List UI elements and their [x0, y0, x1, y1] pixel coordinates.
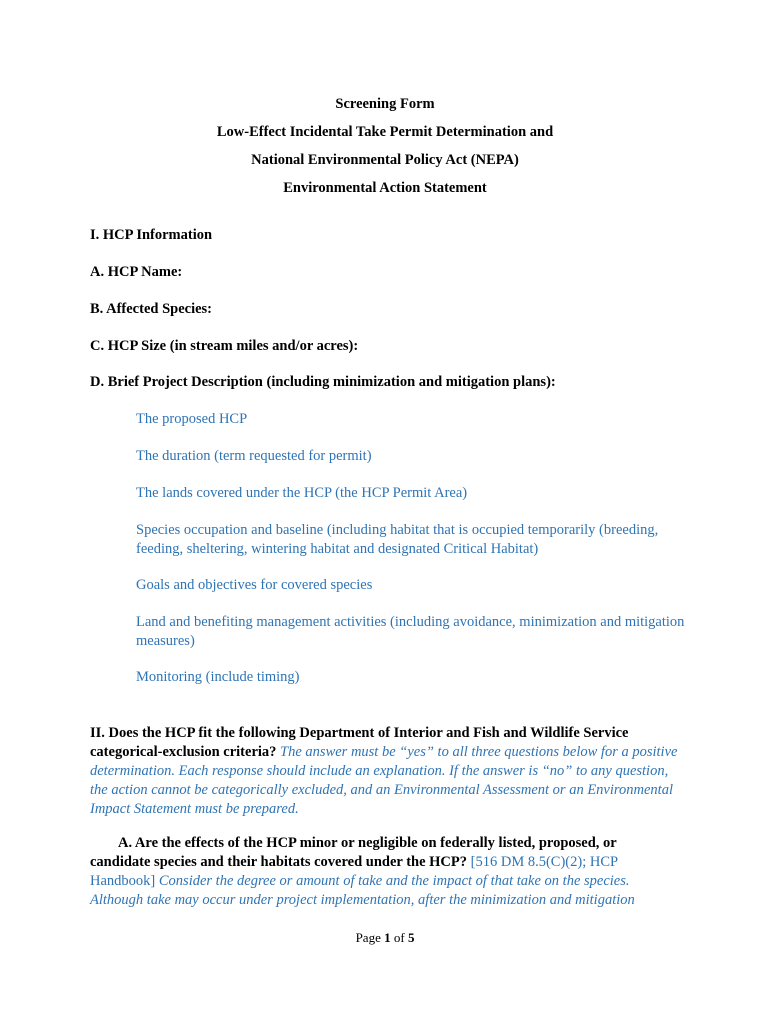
- hcp-size-label: C. HCP Size (in stream miles and/or acres):: [90, 338, 359, 354]
- page-of: of: [390, 930, 408, 945]
- title-line-2: Low-Effect Incidental Take Permit Determination and: [216, 124, 554, 140]
- question-a-paragraph: [90, 834, 680, 910]
- page-total: 5: [407, 930, 415, 945]
- title-line-3: National Environmental Policy Act (NEPA): [251, 152, 519, 168]
- description-item-species-occupation: Species occupation and baseline (including habitat that is occupied temporarily (breeding, feeding, sheltering, wintering habitat and designated Critical Habitat): [136, 522, 659, 557]
- description-item-goals: Goals and objectives for covered species: [136, 577, 373, 593]
- description-item-monitoring: Monitoring (include timing): [136, 669, 300, 685]
- description-item-duration: The duration (term requested for permit): [136, 448, 372, 464]
- question-a-instruction: Consider the degree or amount of take and the impact of that take on the species. Although take may occur under project implementation, after the minimization and mitigation: [90, 873, 635, 908]
- affected-species-label: B. Affected Species:: [90, 301, 213, 317]
- page-current: 1: [384, 930, 391, 945]
- description-item-land-management: Land and benefiting management activities (including avoidance, minimization and mitigation measures): [136, 614, 685, 649]
- hcp-name-label: A. HCP Name:: [90, 264, 183, 280]
- section-2-instruction: The answer must be “yes” to all three questions below for a positive determination. Each response should include an explanation. If the answer is “no” to any question, the action cannot be categorically excluded, and an Environmental Assessment or an Environmental Impact Statement must be prepared.: [90, 744, 678, 817]
- page-prefix: Page: [355, 930, 385, 945]
- question-a-text: A. Are the effects of the HCP minor or negligible on federally listed, proposed, or candidate species and their habitats covered under the HCP?: [90, 835, 617, 870]
- section-2-paragraph: [90, 724, 680, 819]
- title-line-4: Environmental Action Statement: [283, 180, 487, 196]
- page-footer: [0, 929, 770, 947]
- section-2-heading: II. Does the HCP fit the following Department of Interior and Fish and Wildlife Service categorical-exclusion criteria?: [90, 725, 629, 760]
- project-description-label: D. Brief Project Description (including minimization and mitigation plans):: [90, 374, 556, 390]
- section-1-heading: I. HCP Information: [90, 227, 213, 243]
- title-line-1: Screening Form: [335, 96, 435, 112]
- description-item-lands: The lands covered under the HCP (the HCP Permit Area): [136, 485, 468, 501]
- description-item-proposed-hcp: The proposed HCP: [136, 411, 248, 427]
- question-a-reference: [516 DM 8.5(C)(2); HCP Handbook]: [90, 854, 618, 889]
- form-title: [0, 95, 770, 207]
